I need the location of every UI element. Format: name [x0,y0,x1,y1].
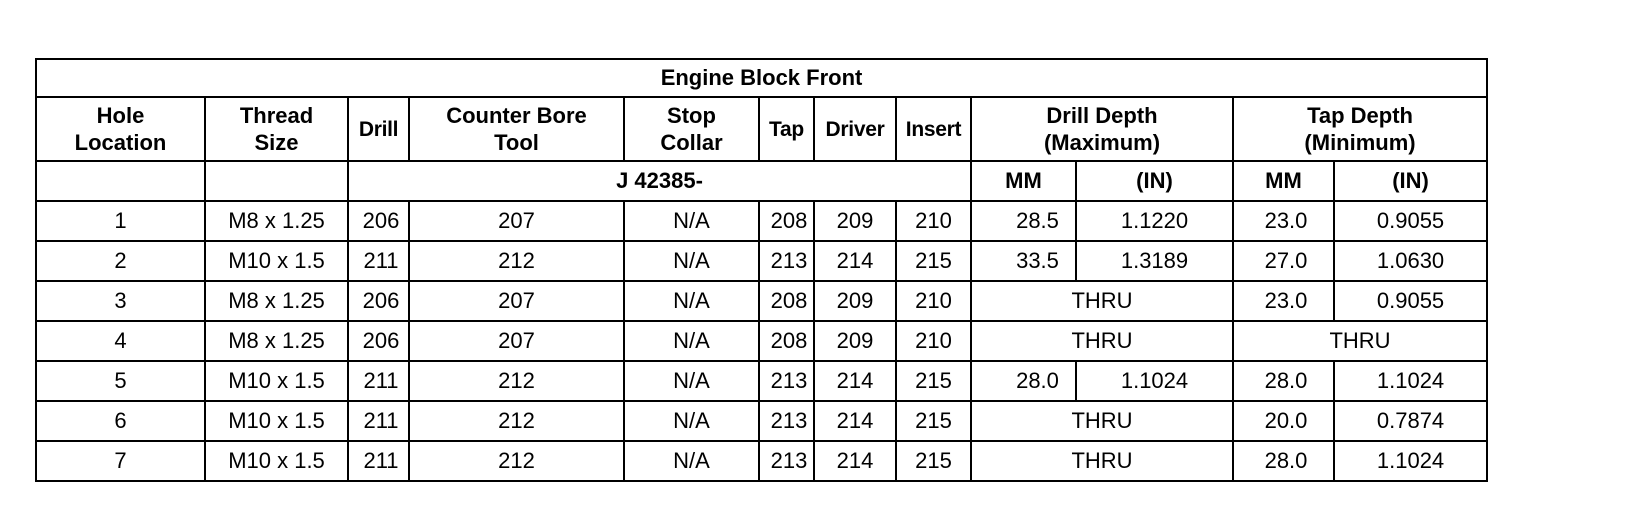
cell-thread: M8 x 1.25 [205,201,348,241]
cell-drill-in: 1.1024 [1076,361,1233,401]
subheader-drill-in: (IN) [1076,161,1233,201]
cell-tap-mm: 23.0 [1233,201,1334,241]
cell-drill-mm: 33.5 [971,241,1076,281]
cell-insert: 210 [896,321,971,361]
cell-collar: N/A [624,241,759,281]
subheader-drill-mm: MM [971,161,1076,201]
cell-hole: 2 [36,241,205,281]
cell-tap-in: 1.1024 [1334,441,1487,481]
table-row [36,441,1487,481]
subheader-tap-in: (IN) [1334,161,1487,201]
table-row [36,201,1487,241]
subheader-empty-thread [205,161,348,201]
cell-driver: 214 [814,241,896,281]
cell-drill-mm: 28.0 [971,361,1076,401]
header-tap-depth: Tap Depth (Minimum) [1233,97,1487,161]
cell-cbore: 207 [409,281,624,321]
cell-tap-mm: 28.0 [1233,441,1334,481]
cell-drill: 206 [348,281,409,321]
cell-hole: 6 [36,401,205,441]
cell-insert: 215 [896,441,971,481]
cell-collar: N/A [624,401,759,441]
cell-drill: 211 [348,241,409,281]
cell-drill: 206 [348,321,409,361]
subheader-empty-hole [36,161,205,201]
cell-insert: 210 [896,201,971,241]
cell-hole: 7 [36,441,205,481]
header-hole-location: Hole Location [36,97,205,161]
cell-thread: M10 x 1.5 [205,241,348,281]
cell-hole: 4 [36,321,205,361]
cell-driver: 209 [814,321,896,361]
cell-drill: 211 [348,401,409,441]
header-tap: Tap [759,97,814,161]
cell-tap-in: 1.0630 [1334,241,1487,281]
cell-insert: 210 [896,281,971,321]
unit-header-row [36,161,1487,201]
table-row [36,401,1487,441]
cell-drill-thru: THRU [971,321,1233,361]
cell-collar: N/A [624,361,759,401]
table-row [36,321,1487,361]
table-row [36,361,1487,401]
cell-collar: N/A [624,201,759,241]
cell-tap-in: 0.9055 [1334,281,1487,321]
cell-drill-mm: 28.5 [971,201,1076,241]
cell-hole: 1 [36,201,205,241]
header-thread-size: Thread Size [205,97,348,161]
header-insert: Insert [896,97,971,161]
cell-drill: 211 [348,361,409,401]
column-header-row [36,97,1487,161]
cell-drill: 211 [348,441,409,481]
subheader-tap-mm: MM [1233,161,1334,201]
cell-cbore: 207 [409,321,624,361]
cell-drill-in: 1.1220 [1076,201,1233,241]
table-row [36,281,1487,321]
cell-driver: 214 [814,441,896,481]
cell-tap-in: 0.7874 [1334,401,1487,441]
cell-tap-in: 0.9055 [1334,201,1487,241]
cell-drill-thru: THRU [971,281,1233,321]
cell-cbore: 212 [409,401,624,441]
cell-insert: 215 [896,241,971,281]
cell-driver: 209 [814,201,896,241]
cell-insert: 215 [896,401,971,441]
table-title: Engine Block Front [36,59,1487,97]
cell-driver: 209 [814,281,896,321]
cell-cbore: 212 [409,241,624,281]
cell-cbore: 212 [409,441,624,481]
cell-drill-thru: THRU [971,441,1233,481]
cell-tap-mm: 27.0 [1233,241,1334,281]
cell-tap: 208 [759,321,814,361]
cell-tap-thru: THRU [1233,321,1487,361]
cell-drill-in: 1.3189 [1076,241,1233,281]
cell-collar: N/A [624,441,759,481]
cell-drill-thru: THRU [971,401,1233,441]
header-driver: Driver [814,97,896,161]
cell-cbore: 212 [409,361,624,401]
subheader-tool-prefix: J 42385- [348,161,971,201]
cell-tap-mm: 28.0 [1233,361,1334,401]
table-row [36,241,1487,281]
cell-hole: 3 [36,281,205,321]
cell-tap: 213 [759,361,814,401]
engine-block-front-table [35,58,1488,482]
table-title-row [36,59,1487,97]
cell-cbore: 207 [409,201,624,241]
cell-tap: 208 [759,281,814,321]
header-drill-depth: Drill Depth (Maximum) [971,97,1233,161]
cell-tap-mm: 20.0 [1233,401,1334,441]
cell-thread: M8 x 1.25 [205,321,348,361]
header-stop-collar: Stop Collar [624,97,759,161]
cell-tap: 213 [759,241,814,281]
header-counter-bore-tool: Counter Bore Tool [409,97,624,161]
cell-tap: 213 [759,401,814,441]
cell-thread: M10 x 1.5 [205,441,348,481]
cell-tap: 208 [759,201,814,241]
header-drill: Drill [348,97,409,161]
cell-thread: M10 x 1.5 [205,361,348,401]
cell-driver: 214 [814,361,896,401]
cell-driver: 214 [814,401,896,441]
cell-drill: 206 [348,201,409,241]
cell-tap-in: 1.1024 [1334,361,1487,401]
cell-insert: 215 [896,361,971,401]
cell-thread: M10 x 1.5 [205,401,348,441]
cell-collar: N/A [624,281,759,321]
cell-thread: M8 x 1.25 [205,281,348,321]
cell-hole: 5 [36,361,205,401]
cell-tap-mm: 23.0 [1233,281,1334,321]
cell-tap: 213 [759,441,814,481]
cell-collar: N/A [624,321,759,361]
